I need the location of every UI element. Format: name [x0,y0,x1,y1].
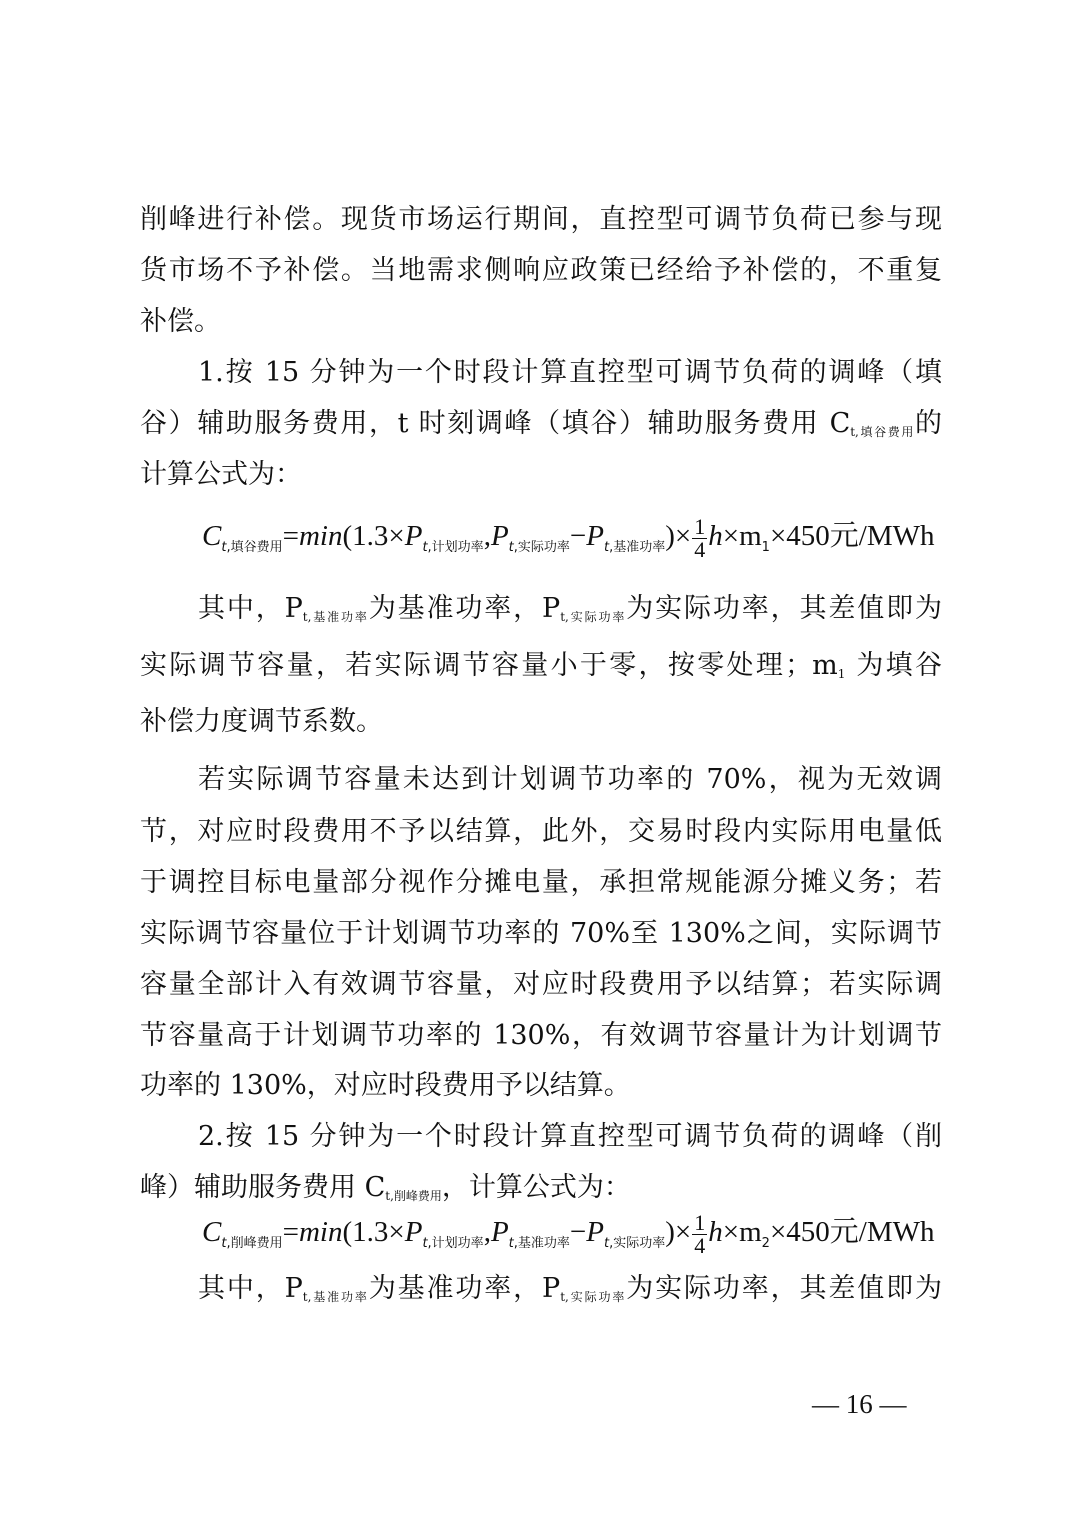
body-text-line: 削峰进行补偿。现货市场运行期间，直控型可调节负荷已参与现 [140,204,942,235]
formula-symbol: = [282,1216,299,1249]
formula-subscript: t,实际功率 [508,540,570,556]
formula-symbol: )× [665,1216,692,1249]
formula-symbol: ×m [722,1216,762,1249]
page-number: — 16 — [812,1389,907,1419]
formula-subscript: ,填谷费用 [226,540,283,556]
formula-symbol: − [569,520,587,553]
body-text-line: 节容量高于计划调节功率的 130%，有效调节容量计为计划调节 [140,1020,942,1051]
body-text-line: 节，对应时段费用不予以结算，此外，交易时段内实际用电量低 [140,816,942,847]
formula-function: min [298,520,343,553]
item-1-text-line: 计算公式为： [140,459,302,490]
item-2-text-line: 峰）辅助服务费用 $C_{t,削峰费用}$，计算公式为： [140,1172,631,1203]
formula-symbol: P [586,520,604,553]
formula-symbol: C [202,520,222,553]
formula-symbol: (1.3× [342,1216,405,1249]
formula-fraction: $\frac{1}{4}$ [694,1210,706,1258]
formula-symbol: , [483,1216,491,1249]
formula-symbol: P [490,1216,509,1249]
text-segment: 谷）辅助服务费用，t 时刻调峰（填谷）辅助服务费用 C [140,408,851,439]
formula-peak-shaving-cost [202,1212,935,1264]
formula-symbol: , [483,520,491,553]
formula-symbol: (1.3× [342,520,405,553]
body-text-line: 货市场不予补偿。当地需求侧响应政策已经给予补偿的，不重复 [140,255,942,286]
formula-subscript: t,计划功率 [422,1236,484,1252]
body-text-line: 于调控目标电量部分视作分摊电量，承担常规能源分摊义务；若 [140,867,942,898]
subscript: 1 [837,667,846,681]
formula-subscript: t,基准功率 [603,540,666,556]
formula-symbol: − [569,1216,587,1249]
formula-symbol: ×m [722,520,762,553]
formula-subscript: 1 [761,540,770,556]
item-1-heading-line: 1.按 15 分钟为一个时段计算直控型可调节负荷的调峰（填 [198,357,942,388]
formula-symbol: C [202,1216,222,1249]
note-1-text-line: 实际调节容量，若实际调节容量小于零，按零处理；$m_1$ 为填谷 [140,650,942,681]
formula-subscript: t,实际功率 [603,1236,666,1252]
subscript: t,填谷费用 [850,425,915,439]
subscript: t,基准功率 [302,1290,369,1304]
subscript: t,基准功率 [302,610,369,624]
formula-symbol: )× [665,520,692,553]
note-1-text-line: 补偿力度调节系数。 [140,706,383,737]
formula-symbol: P [404,520,423,553]
body-text-line: 若实际调节容量未达到计划调节功率的 70%，视为无效调 [198,764,942,795]
formula-symbol: ×450元/MWh [769,1216,935,1249]
item-1-text-line [140,404,942,452]
subscript: t,实际功率 [560,610,627,624]
note-1-text-line: 其中，$P_{t,基准功率}$为基准功率，$P_{t,实际功率}$为实际功率，其差值即为 [198,593,942,624]
formula-symbol: = [282,520,299,553]
formula-symbol: ×450元/MWh [769,520,935,553]
body-text-line: 功率的 130%，对应时段费用予以结算。 [140,1070,631,1101]
formula-fraction: $\frac{1}{4}$ [694,514,706,562]
formula-symbol: P [490,520,509,553]
formula-symbol: P [586,1216,604,1249]
formula-fill-valley-cost: $C_{t,填谷费用}=\min(1.3\times P_{t,计划功率},P_{t,实际功率}-P_{t,基准功率})\times$ $\frac{1}{4}$ $h\times m_1\times 450$元/MWh [202,514,935,562]
text-segment: 的 [914,408,942,439]
formula-subscript: 2 [761,1236,770,1252]
body-text-line: 实际调节容量位于计划调节功率的 70%至 130%之间，实际调节 [140,918,942,949]
formula-subscript: t,计划功率 [422,540,484,556]
formula-symbol: h [708,520,723,553]
body-text-line: 容量全部计入有效调节容量，对应时段费用予以结算；若实际调 [140,969,942,1000]
item-2-heading-line: 2.按 15 分钟为一个时段计算直控型可调节负荷的调峰（削 [198,1121,942,1152]
formula-symbol: h [708,1216,723,1249]
subscript: t,实际功率 [560,1290,627,1304]
formula-function: min [298,1216,343,1249]
body-text-line: 补偿。 [140,306,221,337]
subscript: t,削峰费用 [385,1189,442,1203]
note-2-text-line: 其中，$P_{t,基准功率}$为基准功率，$P_{t,实际功率}$为实际功率，其差值即为 [198,1273,942,1304]
formula-subscript: t,削峰费用 [221,1236,283,1252]
formula-symbol: P [404,1216,423,1249]
formula-subscript: t,基准功率 [508,1236,570,1252]
